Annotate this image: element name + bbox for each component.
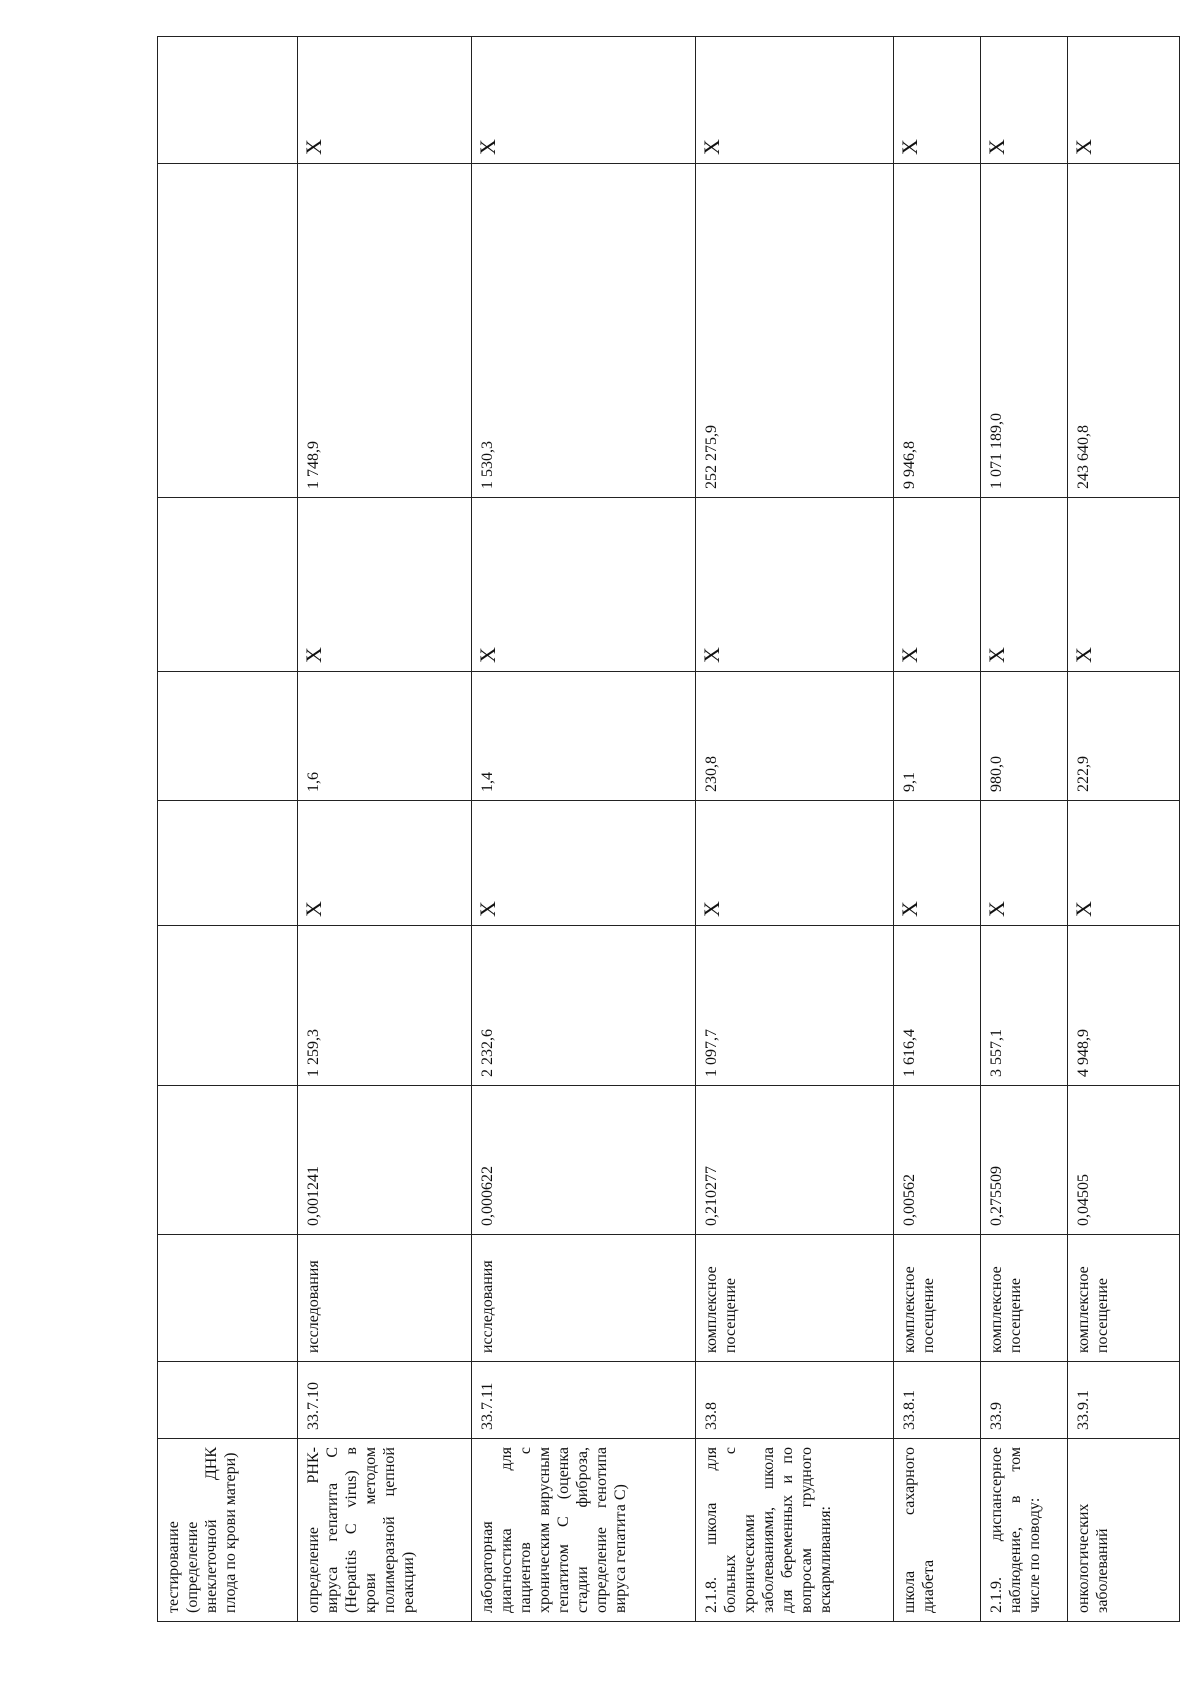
table-row — [1068, 37, 1180, 1622]
table-row — [981, 37, 1068, 1622]
cell-c6 — [158, 801, 298, 926]
cell-c6: X — [695, 801, 894, 926]
cell-c10: X — [695, 37, 894, 164]
cell-c10: X — [298, 37, 472, 164]
table-row — [472, 37, 696, 1622]
cell-norm: 0,00562 — [894, 1086, 981, 1235]
cell-c7: 1,4 — [472, 672, 696, 801]
cell-c9: 1 071 189,0 — [981, 164, 1068, 498]
cell-c8: X — [981, 498, 1068, 672]
cell-c8 — [158, 498, 298, 672]
cell-unit: комплексное посещение — [1068, 1235, 1180, 1362]
cell-c9: 243 640,8 — [1068, 164, 1180, 498]
cell-name: лабораторная диагностика для пациентов с хроническим вирусным гепатитом С (оценка стадии фиброза, определение генотипа вируса гепатита С) — [472, 1439, 696, 1622]
cell-cost: 3 557,1 — [981, 926, 1068, 1086]
tariff-table — [157, 36, 1180, 1622]
cell-c7: 230,8 — [695, 672, 894, 801]
table-row — [695, 37, 894, 1622]
cell-unit: комплексное посещение — [981, 1235, 1068, 1362]
cell-cost: 1 097,7 — [695, 926, 894, 1086]
cell-c7 — [158, 672, 298, 801]
cell-c10: X — [472, 37, 696, 164]
cell-c8: X — [894, 498, 981, 672]
cell-c7: 1,6 — [298, 672, 472, 801]
cell-unit — [158, 1235, 298, 1362]
cell-norm — [158, 1086, 298, 1235]
cell-code: 33.7.10 — [298, 1362, 472, 1439]
cell-name: определение РНК-вируса гепатита С (Hepatitis C virus) в крови методом полимеразной цепной реакции) — [298, 1439, 472, 1622]
cell-c6: X — [472, 801, 696, 926]
cell-norm: 0,210277 — [695, 1086, 894, 1235]
cell-cost — [158, 926, 298, 1086]
cell-c8: X — [1068, 498, 1180, 672]
cell-cost: 2 232,6 — [472, 926, 696, 1086]
cell-norm: 0,275509 — [981, 1086, 1068, 1235]
cell-name: школа сахарного диабета — [894, 1439, 981, 1622]
cell-c10: X — [894, 37, 981, 164]
cell-code: 33.9 — [981, 1362, 1068, 1439]
cell-c9: 1 748,9 — [298, 164, 472, 498]
cell-c9: 1 530,3 — [472, 164, 696, 498]
cell-unit: комплексное посещение — [695, 1235, 894, 1362]
cell-c7: 980,0 — [981, 672, 1068, 801]
cell-name: 2.1.9. диспансерное наблюдение, в том числе по поводу: — [981, 1439, 1068, 1622]
cell-code: 33.8.1 — [894, 1362, 981, 1439]
cell-unit: исследования — [472, 1235, 696, 1362]
cell-c10 — [158, 37, 298, 164]
cell-c8: X — [472, 498, 696, 672]
cell-code — [158, 1362, 298, 1439]
cell-name: 2.1.8. школа для больных с хроническими заболеваниями, школа для беременных и по вопросам грудного вскармливания: — [695, 1439, 894, 1622]
cell-cost: 4 948,9 — [1068, 926, 1180, 1086]
cell-code: 33.7.11 — [472, 1362, 696, 1439]
cell-norm: 0,001241 — [298, 1086, 472, 1235]
cell-c9: 9 946,8 — [894, 164, 981, 498]
cell-c9: 252 275,9 — [695, 164, 894, 498]
cell-c7: 9,1 — [894, 672, 981, 801]
cell-c10: X — [1068, 37, 1180, 164]
cell-c6: X — [894, 801, 981, 926]
cell-cost: 1 616,4 — [894, 926, 981, 1086]
cell-c10: X — [981, 37, 1068, 164]
rotated-table-container — [157, 37, 1180, 1622]
table-row — [298, 37, 472, 1622]
cell-norm: 0,000622 — [472, 1086, 696, 1235]
cell-c8: X — [298, 498, 472, 672]
cell-c6: X — [298, 801, 472, 926]
table-row — [894, 37, 981, 1622]
cell-name: тестирование (определение внеклеточной ДНК плода по крови матери) — [158, 1439, 298, 1622]
cell-c6: X — [981, 801, 1068, 926]
cell-c8: X — [695, 498, 894, 672]
cell-unit: комплексное посещение — [894, 1235, 981, 1362]
cell-norm: 0,04505 — [1068, 1086, 1180, 1235]
cell-c9 — [158, 164, 298, 498]
table-body — [158, 37, 1180, 1622]
cell-cost: 1 259,3 — [298, 926, 472, 1086]
table-row — [158, 37, 298, 1622]
cell-unit: исследования — [298, 1235, 472, 1362]
cell-code: 33.8 — [695, 1362, 894, 1439]
cell-c6: X — [1068, 801, 1180, 926]
cell-code: 33.9.1 — [1068, 1362, 1180, 1439]
cell-name: онкологических заболеваний — [1068, 1439, 1180, 1622]
cell-c7: 222,9 — [1068, 672, 1180, 801]
